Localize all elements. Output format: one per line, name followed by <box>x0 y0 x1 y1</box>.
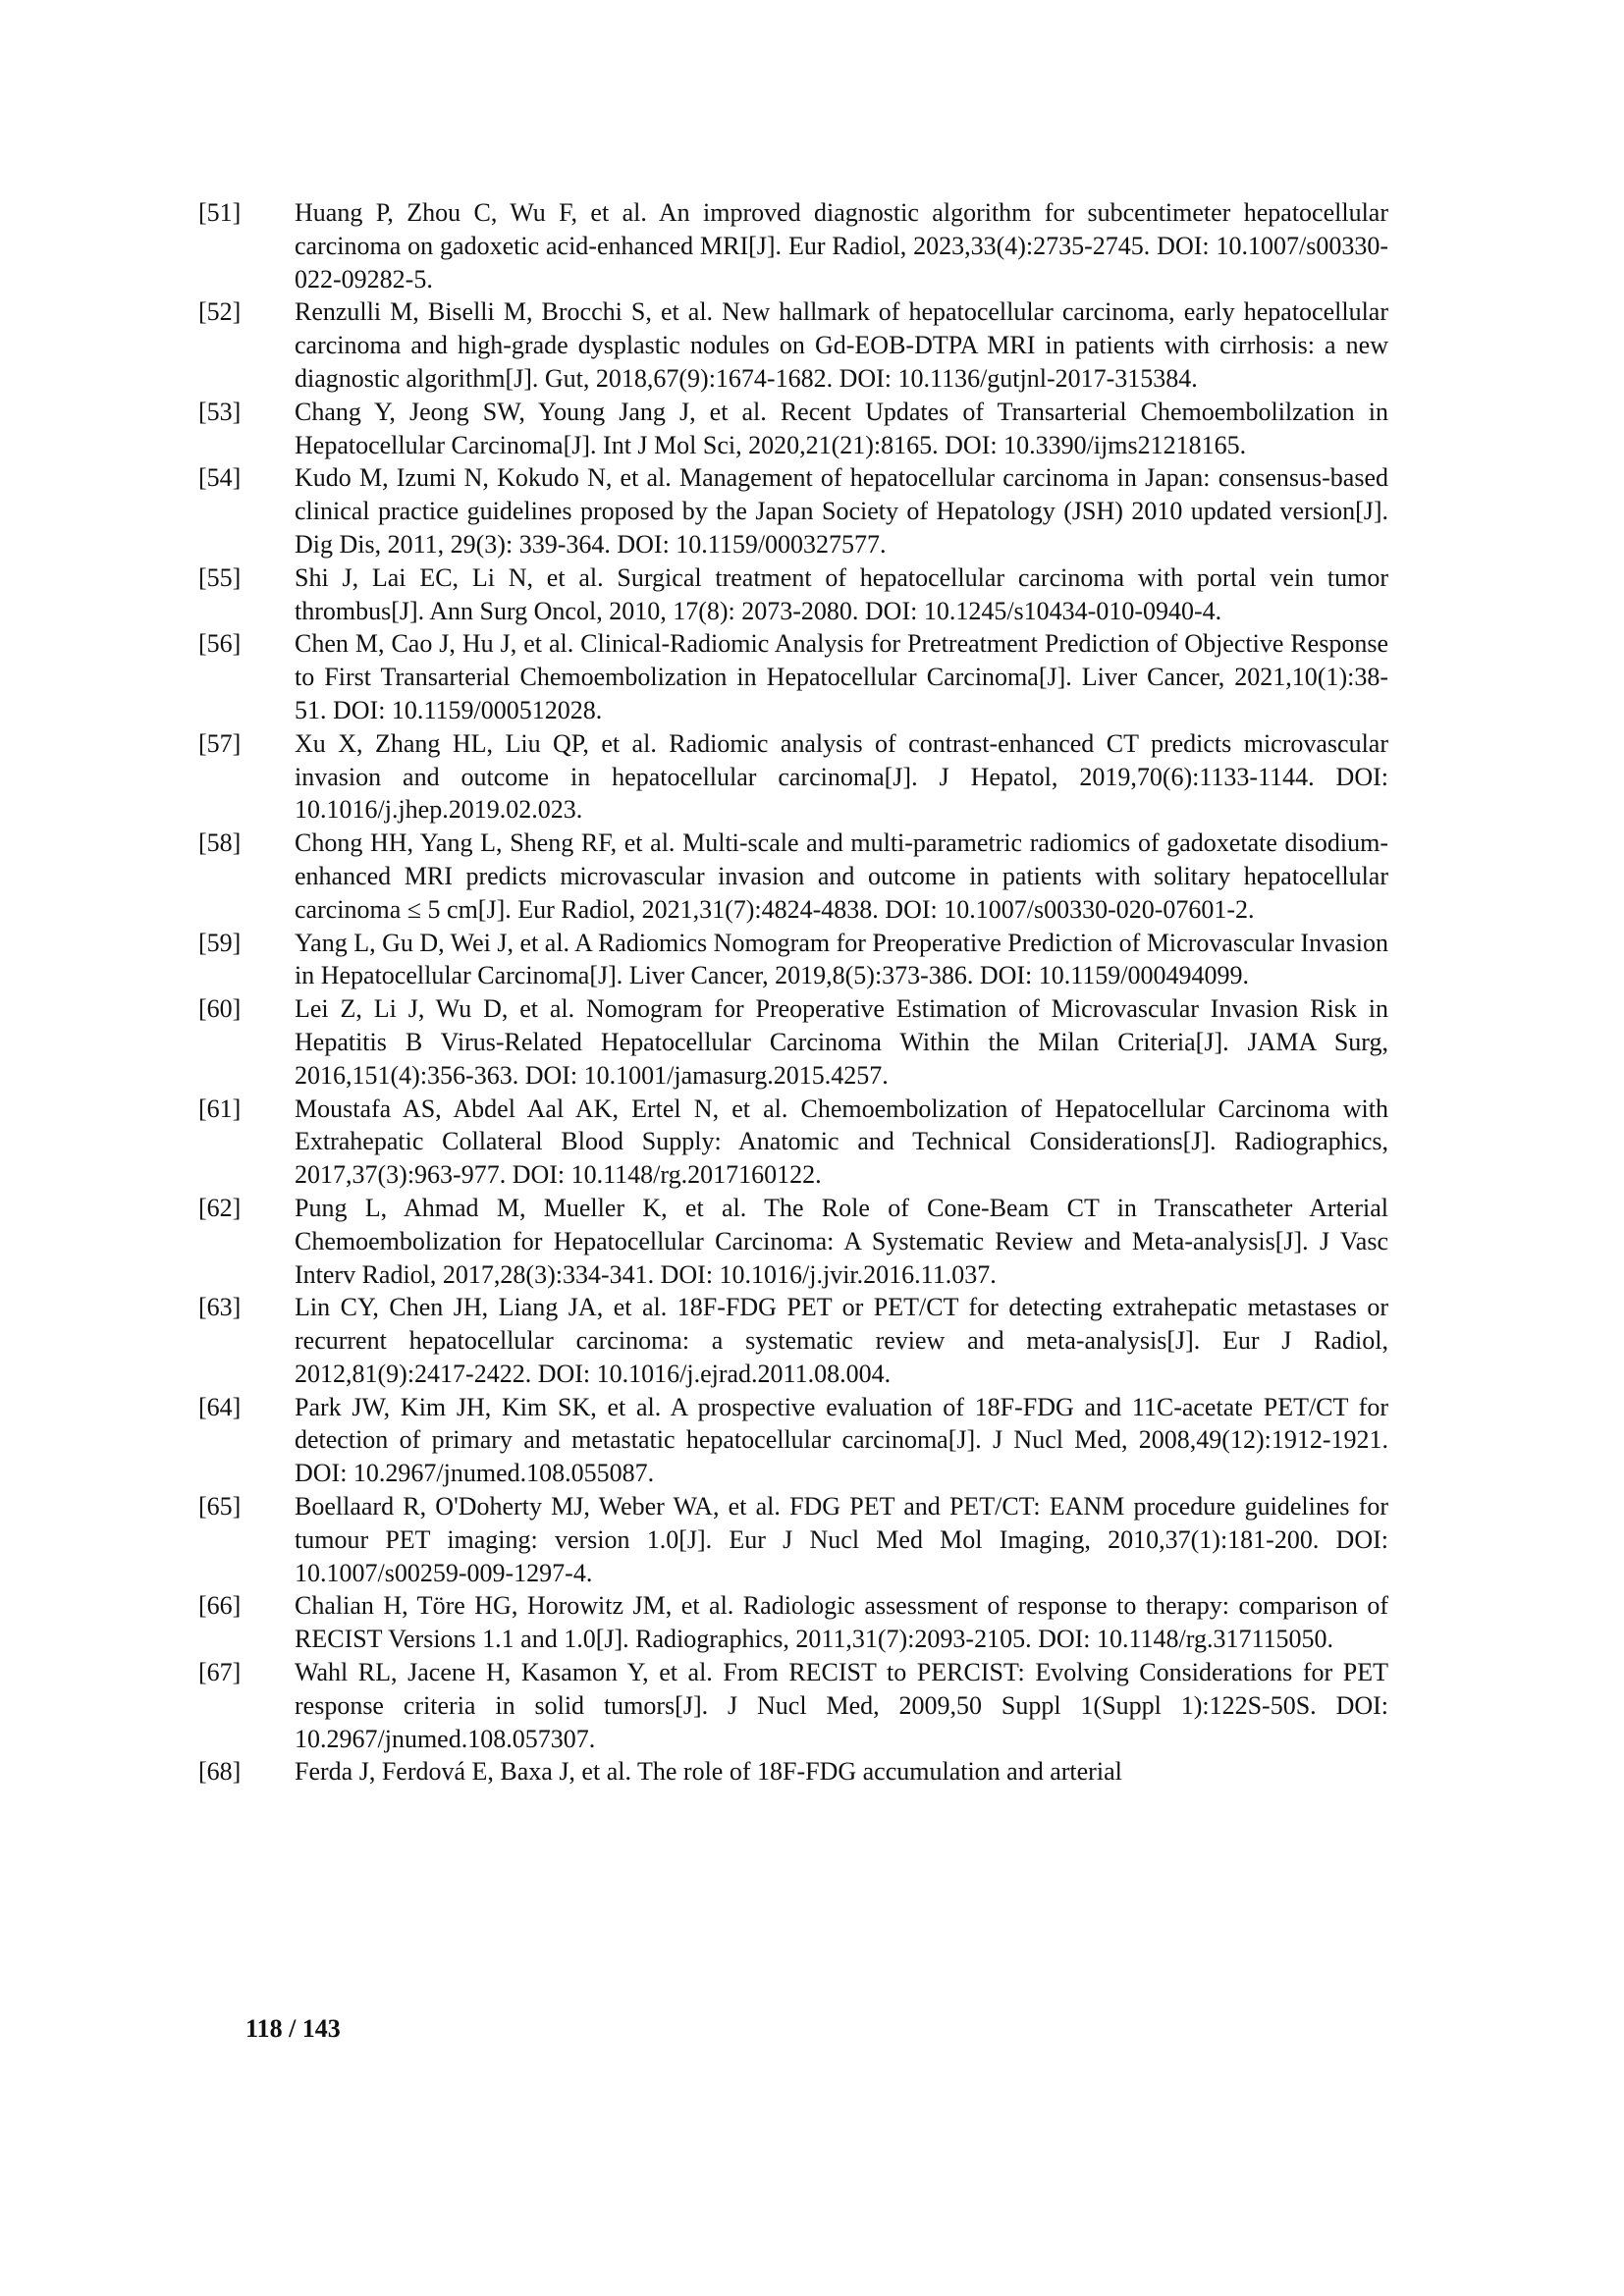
reference-entry <box>198 1656 1388 1755</box>
reference-text: Chalian H, Töre HG, Horowitz JM, et al. Radiologic assessment of response to therapy: comparison of RECIST Versions 1.1 and 1.0[J]. Radiographics, 2011,31(7):2093-2105. DOI: 10.1148/rg.317115050. <box>295 1591 1388 1654</box>
reference-text: Moustafa AS, Abdel Aal AK, Ertel N, et al. Chemoembolization of Hepatocellular Carcinoma with Extrahepatic Collateral Blood Supply: Anatomic and Technical Considerations[J]. Radiographics, 2017,37(3):963-977. DOI: 10.1148/rg.2017160122. <box>295 1094 1388 1190</box>
reference-number: [63] <box>198 1293 242 1322</box>
reference-text: Boellaard R, O'Doherty MJ, Weber WA, et al. FDG PET and PET/CT: EANM procedure guidelines for tumour PET imaging: version 1.0[J]. Eur J Nucl Med Mol Imaging, 2010,37(1):181-200. DOI: 10.1007/s00259-009-1297-4. <box>295 1492 1388 1587</box>
reference-text: Lei Z, Li J, Wu D, et al. Nomogram for Preoperative Estimation of Microvascular Invasion Risk in Hepatitis B Virus-Related Hepatocellular Carcinoma Within the Milan Criteria[J]. JAMA Surg, 2016,151(4):356-363. DOI: 10.1001/jamasurg.2015.4257. <box>295 994 1388 1090</box>
reference-entry <box>198 1291 1388 1390</box>
reference-text: Yang L, Gu D, Wei J, et al. A Radiomics Nomogram for Preoperative Prediction of Microvascular Invasion in Hepatocellular Carcinoma[J]. Liver Cancer, 2019,8(5):373-386. DOI: 10.1159/000494099. <box>295 928 1389 990</box>
reference-text: Pung L, Ahmad M, Mueller K, et al. The Role of Cone-Beam CT in Transcatheter Arterial Chemoembolization for Hepatocellular Carcinoma: A Systematic Review and Meta-analysis[J]. J Vasc Interv Radiol, 2017,28(3):334-341. DOI: 10.1016/j.jvir.2016.11.037. <box>295 1193 1388 1289</box>
reference-entry <box>198 196 1388 295</box>
reference-number: [55] <box>198 562 242 592</box>
reference-number: [66] <box>198 1591 242 1621</box>
reference-number: [61] <box>198 1094 242 1123</box>
reference-number: [53] <box>198 397 242 426</box>
reference-text: Huang P, Zhou C, Wu F, et al. An improved diagnostic algorithm for subcentimeter hepatocellular carcinoma on gadoxetic acid-enhanced MRI[J]. Eur Radiol, 2023,33(4):2735-2745. DOI: 10.1007/s00330-022-09282-5. <box>295 198 1388 294</box>
reference-text: Chang Y, Jeong SW, Young Jang J, et al. Recent Updates of Transarterial Chemoembolilzation in Hepatocellular Carcinoma[J]. Int J Mol Sci, 2020,21(21):8165. DOI: 10.3390/ijms21218165. <box>295 397 1388 459</box>
reference-entry <box>198 1192 1388 1291</box>
reference-text: Chong HH, Yang L, Sheng RF, et al. Multi-scale and multi-parametric radiomics of gadoxetate disodium-enhanced MRI predicts microvascular invasion and outcome in patients with solitary hepatocellular carcinoma ≤ 5 cm[J]. Eur Radiol, 2021,31(7):4824-4838. DOI: 10.1007/s00330-020-07601-2. <box>295 828 1388 924</box>
page-number: 118 / 143 <box>245 2014 341 2043</box>
reference-number: [62] <box>198 1193 242 1222</box>
reference-entry <box>198 561 1388 628</box>
reference-text: Ferda J, Ferdová E, Baxa J, et al. The role of 18F-FDG accumulation and arterial <box>295 1757 1122 1787</box>
reference-text: Renzulli M, Biselli M, Brocchi S, et al. New hallmark of hepatocellular carcinoma, early hepatocellular carcinoma and high-grade dysplastic nodules on Gd-EOB-DTPA MRI in patients with cirrhosis: a new diagnostic algorithm[J]. Gut, 2018,67(9):1674-1682. DOI: 10.1136/gutjnl-2017-315384. <box>295 297 1388 393</box>
reference-text: Kudo M, Izumi N, Kokudo N, et al. Management of hepatocellular carcinoma in Japan: consensus-based clinical practice guidelines proposed by the Japan Society of Hepatology (JSH) 2010 updated version[J]. Dig Dis, 2011, 29(3): 339-364. DOI: 10.1159/000327577. <box>295 463 1388 559</box>
reference-text: Shi J, Lai EC, Li N, et al. Surgical treatment of hepatocellular carcinoma with portal vein tumor thrombus[J]. Ann Surg Oncol, 2010, 17(8): 2073-2080. DOI: 10.1245/s10434-010-0940-4. <box>295 562 1388 625</box>
reference-entry <box>198 1490 1388 1589</box>
reference-entry <box>198 727 1388 827</box>
reference-text: Lin CY, Chen JH, Liang JA, et al. 18F-FDG PET or PET/CT for detecting extrahepatic metastases or recurrent hepatocellular carcinoma: a systematic review and meta-analysis[J]. Eur J Radiol, 2012,81(9):2417-2422. DOI: 10.1016/j.ejrad.2011.08.004. <box>295 1293 1388 1388</box>
reference-text: Wahl RL, Jacene H, Kasamon Y, et al. From RECIST to PERCIST: Evolving Considerations for PET response criteria in solid tumors[J]. J Nucl Med, 2009,50 Suppl 1(Suppl 1):122S-50S. DOI: 10.2967/jnumed.108.057307. <box>295 1658 1388 1753</box>
reference-list <box>198 196 1388 1789</box>
reference-entry <box>198 627 1388 726</box>
reference-number: [68] <box>198 1757 242 1787</box>
reference-number: [60] <box>198 994 242 1024</box>
reference-text: Park JW, Kim JH, Kim SK, et al. A prospective evaluation of 18F-FDG and 11C-acetate PET/CT for detection of primary and metastatic hepatocellular carcinoma[J]. J Nucl Med, 2008,49(12):1912-1921. DOI: 10.2967/jnumed.108.055087. <box>295 1392 1388 1488</box>
reference-entry <box>198 1755 1388 1789</box>
reference-number: [52] <box>198 297 242 327</box>
reference-entry <box>198 396 1388 462</box>
reference-number: [65] <box>198 1492 242 1522</box>
reference-number: [57] <box>198 728 242 758</box>
reference-entry <box>198 1391 1388 1490</box>
reference-entry <box>198 827 1388 926</box>
reference-number: [54] <box>198 463 242 493</box>
reference-number: [64] <box>198 1392 242 1421</box>
reference-entry <box>198 992 1388 1092</box>
reference-number: [58] <box>198 828 242 858</box>
reference-entry <box>198 1093 1388 1192</box>
reference-number: [59] <box>198 928 242 957</box>
reference-entry <box>198 295 1388 395</box>
reference-entry <box>198 1589 1388 1656</box>
reference-number: [51] <box>198 198 242 227</box>
reference-entry <box>198 461 1388 561</box>
reference-text: Xu X, Zhang HL, Liu QP, et al. Radiomic analysis of contrast-enhanced CT predicts microvascular invasion and outcome in hepatocellular carcinoma[J]. J Hepatol, 2019,70(6):1133-1144. DOI: 10.1016/j.jhep.2019.02.023. <box>295 728 1388 825</box>
reference-number: [67] <box>198 1658 242 1687</box>
reference-text: Chen M, Cao J, Hu J, et al. Clinical-Radiomic Analysis for Pretreatment Prediction of Objective Response to First Transarterial Chemoembolization in Hepatocellular Carcinoma[J]. Liver Cancer, 2021,10(1):38-51. DOI: 10.1159/000512028. <box>295 629 1388 724</box>
reference-number: [56] <box>198 629 242 659</box>
reference-entry <box>198 927 1388 993</box>
